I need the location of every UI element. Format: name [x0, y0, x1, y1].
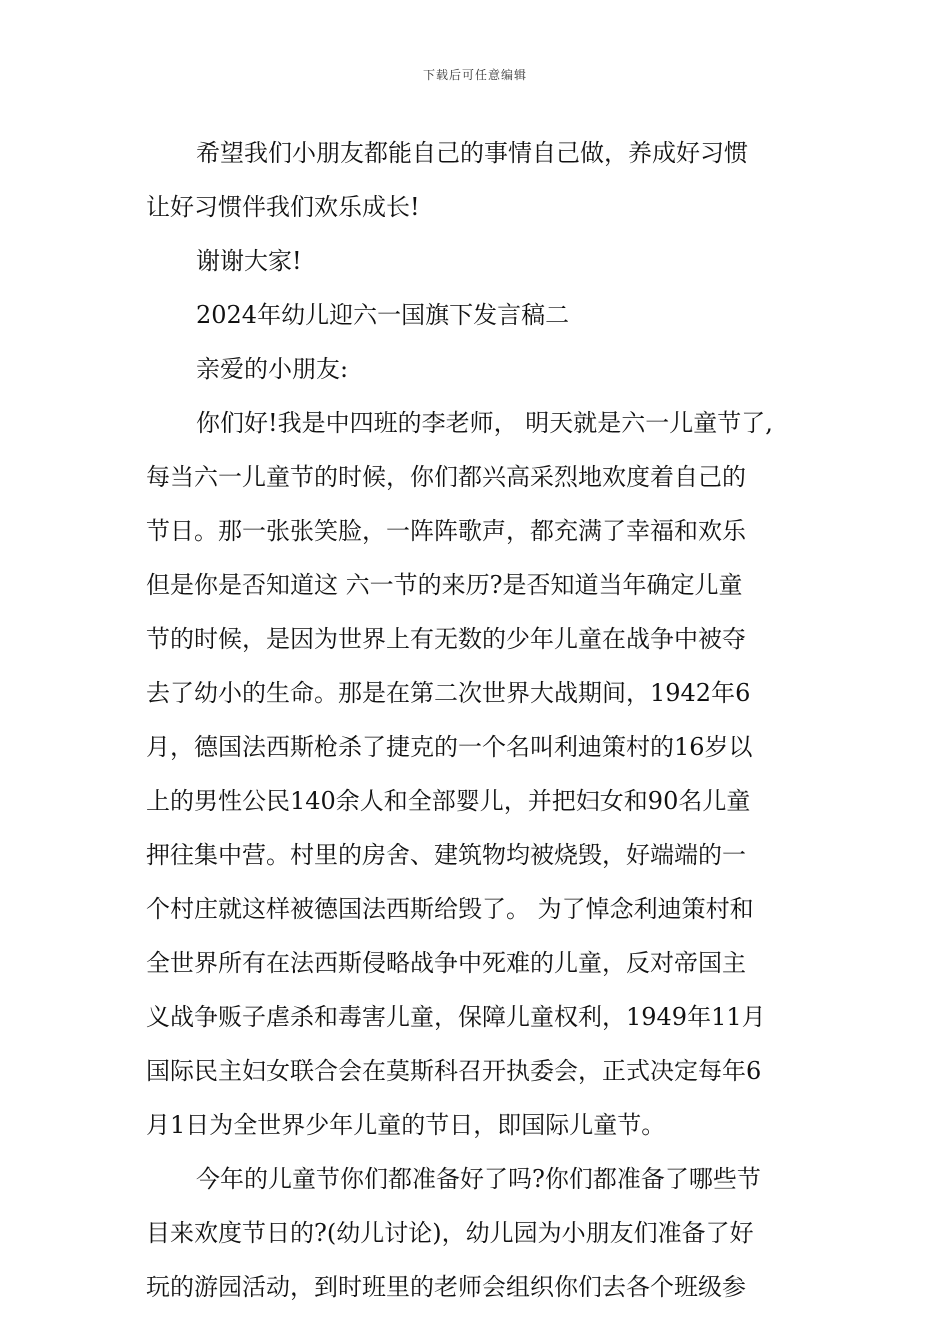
text-line: 上的男性公民140余人和全部婴儿，并把妇女和90名儿童	[146, 787, 751, 815]
text-line: 去了幼小的生命。那是在第二次世界大战期间，1942年6	[146, 679, 751, 707]
text-line: 押往集中营。村里的房舍、建筑物均被烧毁，好端端的一	[146, 841, 746, 869]
text-line: 你们好!我是中四班的李老师， 明天就是六一儿童节了,	[196, 409, 773, 437]
text-line: 国际民主妇女联合会在莫斯科召开执委会，正式决定每年6	[146, 1057, 762, 1085]
text-line: 个村庄就这样被德国法西斯给毁了。 为了悼念利迪策村和	[146, 895, 754, 923]
salutation: 亲爱的小朋友:	[196, 355, 349, 383]
text-line: 义战争贩子虐杀和毒害儿童，保障儿童权利，1949年11月	[146, 1003, 766, 1031]
page-header: 下载后可任意编辑	[422, 68, 527, 82]
text-line: 节的时候，是因为世界上有无数的少年儿童在战争中被夺	[146, 625, 746, 653]
text-line: 让好习惯伴我们欢乐成长!	[146, 193, 420, 221]
text-line: 全世界所有在法西斯侵略战争中死难的儿童，反对帝国主	[146, 949, 746, 977]
text-line: 节日。那一张张笑脸，一阵阵歌声，都充满了幸福和欢乐	[146, 517, 746, 545]
text-line: 今年的儿童节你们都准备好了吗?你们都准备了哪些节	[196, 1165, 761, 1193]
text-line: 谢谢大家!	[196, 247, 302, 275]
text-line: 但是你是否知道这 六一节的来历?是否知道当年确定儿童	[146, 571, 743, 599]
text-line: 月，德国法西斯枪杀了捷克的一个名叫利迪策村的16岁以	[146, 733, 753, 761]
document-body	[146, 126, 810, 1314]
text-line: 希望我们小朋友都能自己的事情自己做，养成好习惯	[196, 139, 748, 167]
text-line: 玩的游园活动，到时班里的老师会组织你们去各个班级参	[146, 1273, 746, 1301]
section-title: 2024年幼儿迎六一国旗下发言稿二	[196, 301, 570, 329]
text-line: 月1日为全世界少年儿童的节日，即国际儿童节。	[146, 1111, 666, 1139]
text-line: 每当六一儿童节的时候，你们都兴高采烈地欢度着自己的	[146, 463, 746, 491]
text-line: 目来欢度节日的?(幼儿讨论)，幼儿园为小朋友们准备了好	[146, 1219, 754, 1247]
